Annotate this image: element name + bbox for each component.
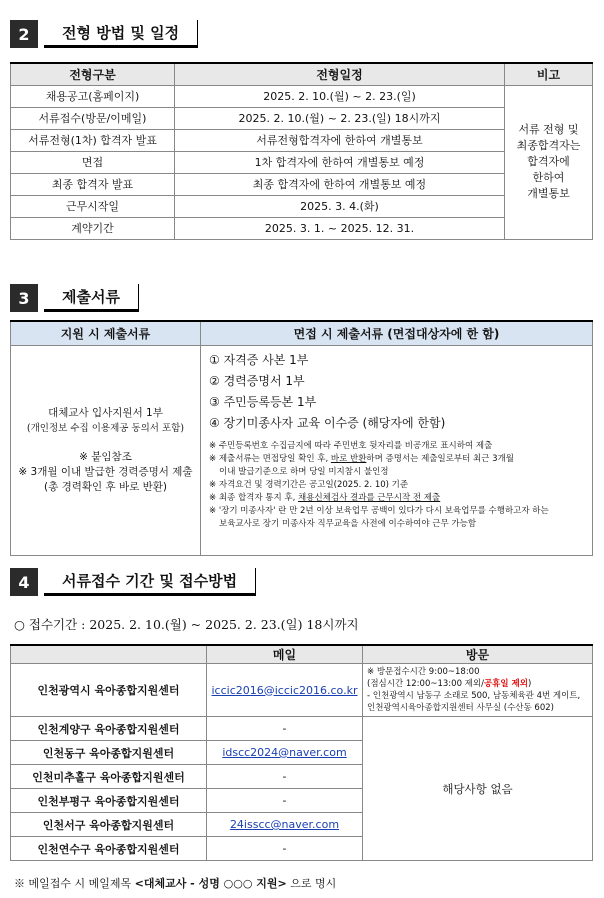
remark-line: 최종합격자는: [516, 139, 581, 152]
table-row: [11, 85, 593, 107]
cell: 근무시작일: [11, 195, 175, 217]
mail-cell: [207, 741, 363, 765]
apply-doc-line: (개인정보 수집 이용제공 동의서 포함): [26, 422, 185, 434]
col-header: 지원 시 제출서류: [11, 321, 201, 345]
cell: 면접: [11, 151, 175, 173]
table-row: [11, 345, 593, 555]
section-number: 2: [10, 20, 38, 48]
center-name: 인천미추홀구 육아종합지원센터: [11, 765, 207, 789]
note: ※ '장기 미종사자' 란 만 2년 이상 보육업무 공백이 있다가 다시 보육업무를 수행하고자 하는: [209, 505, 549, 516]
cell: 최종 합격자 발표: [11, 173, 175, 195]
note: 보육교사로 장기 미종사자 직무교육을 사전에 이수하여야 근무 가능함: [219, 518, 477, 529]
section-number: 4: [10, 568, 38, 596]
center-name: 인천동구 육아종합지원센터: [11, 741, 207, 765]
note: ※ 최종 합격자 통지 후, 채용신체검사 결과를 근무시작 전 제출: [209, 492, 441, 503]
remark-cell: [505, 85, 593, 239]
cell: 2025. 3. 4.(화): [175, 195, 505, 217]
center-name: 인천계양구 육아종합지원센터: [11, 717, 207, 741]
email-link[interactable]: idscc2024@naver.com: [222, 746, 347, 759]
center-name: 인천광역시 육아종합지원센터: [11, 664, 207, 717]
visit-none-cell: 해당사항 없음: [363, 717, 593, 861]
submission-table: [10, 644, 593, 861]
note: ※ 제출서류는 면접당일 확인 후, 바로 반환하며 증명서는 제출일로부터 최근 3개월: [209, 453, 515, 464]
visit-line: - 인천광역시 남동구 소래로 500, 남동체육관 4번 게이트,: [367, 691, 581, 701]
center-name: 인천연수구 육아종합지원센터: [11, 837, 207, 861]
col-header: 비고: [505, 63, 593, 85]
col-header: 전형구분: [11, 63, 175, 85]
center-name: 인천부평구 육아종합지원센터: [11, 789, 207, 813]
section-title: 전형 방법 및 일정: [44, 20, 198, 48]
cell: 서류전형(1차) 합격자 발표: [11, 129, 175, 151]
doc-item: ② 경력증명서 1부: [209, 373, 305, 388]
visit-line: ※ 방문접수시간 9:00~18:00: [367, 667, 480, 677]
col-header: 면접 시 제출서류 (면접대상자에 한 함): [201, 321, 593, 345]
note: ※ 주민등록번호 수집금지에 따라 주민번호 뒷자리를 비공개로 표시하여 제출: [209, 440, 493, 451]
cell: 최종 합격자에 한하여 개별통보 예정: [175, 173, 505, 195]
doc-item: ④ 장기미종사자 교육 이수증 (해당자에 한함): [209, 415, 446, 430]
cell: 서류전형합격자에 한하여 개별통보: [175, 129, 505, 151]
section-4-header: [10, 568, 256, 596]
col-header: 전형일정: [175, 63, 505, 85]
col-header: 방문: [363, 645, 593, 664]
section-3-header: [10, 284, 139, 312]
remark-line: 합격자에: [527, 155, 570, 168]
apply-doc-line: ※ 3개월 이내 발급한 경력증명서 제출: [18, 465, 193, 478]
cell: 2025. 3. 1. ~ 2025. 12. 31.: [175, 217, 505, 239]
remark-line: 서류 전형 및: [518, 123, 579, 136]
email-subject-note: ※ 메일접수 시 메일제목 <대체교사 - 성명 ○○○ 지원> 으로 명시: [14, 877, 337, 890]
mail-cell: -: [207, 765, 363, 789]
section-number: 3: [10, 284, 38, 312]
visit-line: (점심시간 12:00~13:00 제외/공휴일 제외): [367, 679, 532, 689]
email-link[interactable]: iccic2016@iccic2016.co.kr: [211, 683, 358, 697]
remark-line: 개별통보: [527, 187, 570, 200]
mail-cell: -: [207, 717, 363, 741]
center-name: 인천서구 육아종합지원센터: [11, 813, 207, 837]
mail-cell: [207, 664, 363, 717]
remark-line: 한하여: [532, 171, 565, 184]
table-row: [11, 664, 593, 717]
col-header: 메일: [207, 645, 363, 664]
table-row: [11, 717, 593, 741]
section-2-header: [10, 20, 198, 48]
apply-doc-line: (총 경력확인 후 바로 반환): [44, 480, 167, 493]
cell: 2025. 2. 10.(월) ~ 2. 23.(일): [175, 85, 505, 107]
documents-table: [10, 320, 593, 556]
cell: 채용공고(홈페이지): [11, 85, 175, 107]
cell: 계약기간: [11, 217, 175, 239]
apply-docs-cell: [11, 345, 201, 555]
section-title: 제출서류: [44, 284, 139, 312]
apply-doc-line: ※ 붙임참조: [79, 450, 132, 463]
application-period: ○ 접수기간 : 2025. 2. 10.(월) ~ 2025. 2. 23.(일) 18시까지: [14, 617, 359, 632]
note: ※ 자격요건 및 경력기간은 공고일(2025. 2. 10) 기준: [209, 479, 409, 490]
apply-doc-line: 대체교사 입사지원서 1부: [48, 406, 163, 419]
doc-item: ① 자격증 사본 1부: [209, 352, 309, 367]
visit-info-cell: [363, 664, 593, 717]
mail-cell: -: [207, 789, 363, 813]
mail-cell: -: [207, 837, 363, 861]
interview-docs-cell: [201, 345, 593, 555]
schedule-table: [10, 62, 593, 240]
doc-item: ③ 주민등록등본 1부: [209, 394, 317, 409]
cell: 서류접수(방문/이메일): [11, 107, 175, 129]
section-title: 서류접수 기간 및 접수방법: [44, 568, 256, 596]
col-header: [11, 645, 207, 664]
note: 이내 발급기준으로 하며 당일 미지참시 불인정: [219, 466, 389, 477]
visit-line: 인천광역시육아종합지원센터 사무실 (수산동 602): [367, 703, 554, 713]
cell: 2025. 2. 10.(월) ~ 2. 23.(일) 18시까지: [175, 107, 505, 129]
mail-cell: [207, 813, 363, 837]
email-link[interactable]: 24isscc@naver.com: [229, 818, 340, 831]
cell: 1차 합격자에 한하여 개별통보 예정: [175, 151, 505, 173]
